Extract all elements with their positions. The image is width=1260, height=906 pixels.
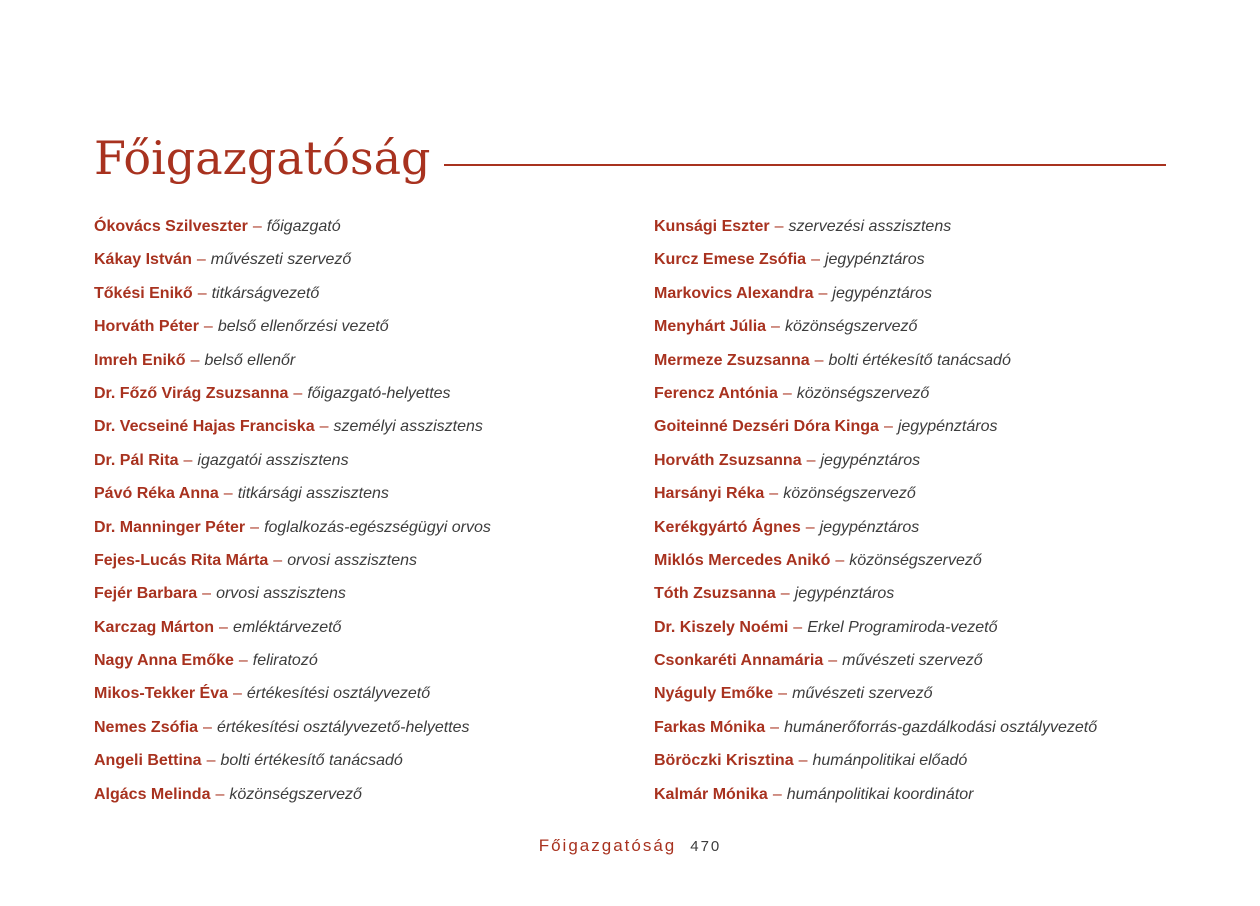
staff-entry [94, 412, 634, 445]
staff-role: főigazgató-helyettes [307, 384, 451, 402]
staff-entry [94, 679, 634, 712]
staff-name: Dr. Pál Rita [94, 451, 179, 469]
staff-role: értékesítési osztályvezető [246, 685, 431, 703]
staff-entry [654, 212, 1234, 245]
staff-role: Erkel Programiroda-vezető [807, 618, 998, 636]
staff-role: titkársági asszisztens [237, 485, 389, 503]
page-number: 470 [690, 838, 722, 855]
staff-role: bolti értékesítő tanácsadó [220, 752, 403, 770]
staff-role: belső ellenőrzési vezető [217, 318, 389, 336]
separator-dash: – [203, 718, 212, 736]
staff-name: Kalmár Mónika [654, 785, 768, 803]
separator-dash: – [250, 518, 260, 536]
separator-dash: – [772, 785, 782, 803]
staff-role: jegypénztáros [820, 451, 921, 469]
staff-name: Horváth Péter [94, 318, 199, 336]
staff-role: közönségszervező [796, 384, 930, 402]
staff-role: közönségszervező [784, 318, 918, 336]
separator-dash: – [215, 785, 225, 803]
staff-entry [94, 212, 634, 245]
staff-role: főigazgató [266, 218, 341, 235]
staff-list-left [94, 212, 634, 813]
staff-role: orvosi asszisztens [287, 551, 418, 569]
separator-dash: – [293, 384, 303, 402]
staff-role: feliratozó [252, 652, 318, 670]
staff-entry [94, 613, 634, 646]
staff-name: Ókovács Szilveszter [94, 218, 248, 235]
separator-dash: – [771, 318, 780, 336]
separator-dash: – [774, 218, 784, 235]
staff-entry [94, 780, 634, 813]
separator-dash: – [770, 718, 780, 736]
staff-role: belső ellenőr [204, 351, 296, 369]
staff-entry [94, 379, 634, 412]
staff-role: közönségszervező [783, 485, 916, 503]
staff-entry [94, 346, 634, 379]
staff-role: jegypénztáros [794, 585, 895, 603]
staff-entry [94, 546, 634, 579]
separator-dash: – [805, 518, 815, 536]
staff-entry [654, 646, 1234, 679]
staff-entry [94, 312, 634, 345]
staff-role: jegypénztáros [832, 284, 933, 302]
staff-entry [654, 412, 1234, 445]
staff-name: Kurcz Emese Zsófia [654, 251, 807, 269]
separator-dash: – [778, 685, 788, 703]
separator-dash: – [206, 752, 216, 770]
separator-dash: – [780, 585, 790, 603]
staff-name: Pávó Réka Anna [94, 485, 219, 503]
staff-role: humánpolitikai koordinátor [786, 785, 974, 803]
staff-name: Mermeze Zsuzsanna [654, 351, 810, 369]
staff-entry [654, 579, 1234, 612]
separator-dash: – [811, 251, 820, 269]
staff-name: Fejér Barbara [94, 585, 198, 603]
staff-role: értékesítési osztályvezető-helyettes [216, 718, 470, 736]
staff-role: humánerőforrás-gazdálkodási osztályvezető [784, 718, 1098, 736]
separator-dash: – [273, 551, 283, 569]
staff-role: foglalkozás-egészségügyi orvos [264, 518, 491, 536]
separator-dash: – [233, 685, 242, 703]
staff-role: jegypénztáros [824, 251, 925, 269]
staff-name: Imreh Enikő [94, 351, 186, 369]
staff-name: Kunsági Eszter [654, 218, 770, 235]
staff-role: jegypénztáros [897, 418, 998, 436]
staff-name: Goiteinné Dezséri Dóra Kinga [654, 418, 879, 436]
staff-name: Nemes Zsófia [94, 718, 199, 736]
staff-name: Menyhárt Júlia [654, 318, 767, 336]
separator-dash: – [252, 218, 262, 235]
staff-name: Tóth Zsuzsanna [654, 585, 776, 603]
staff-list-right [654, 212, 1234, 813]
page-footer [0, 836, 1260, 856]
staff-entry [94, 579, 634, 612]
staff-name: Kerékgyártó Ágnes [654, 518, 801, 536]
staff-name: Kákay István [94, 251, 192, 269]
staff-entry [654, 245, 1234, 278]
staff-entry [94, 279, 634, 312]
staff-role: orvosi asszisztens [216, 585, 346, 603]
staff-entry [654, 312, 1234, 345]
separator-dash: – [319, 418, 329, 436]
staff-name: Farkas Mónika [654, 718, 766, 736]
separator-dash: – [814, 351, 824, 369]
separator-dash: – [818, 284, 828, 302]
separator-dash: – [828, 652, 838, 670]
staff-name: Dr. Manninger Péter [94, 518, 246, 536]
separator-dash: – [197, 284, 207, 302]
page-title: Főigazgatóság [94, 131, 431, 185]
staff-name: Harsányi Réka [654, 485, 765, 503]
separator-dash: – [769, 485, 779, 503]
staff-entry [654, 446, 1234, 479]
staff-entry [94, 245, 634, 278]
separator-dash: – [782, 384, 792, 402]
staff-role: szervezési asszisztens [788, 218, 952, 235]
staff-entry [94, 646, 634, 679]
staff-name: Algács Melinda [94, 785, 211, 803]
staff-name: Horváth Zsuzsanna [654, 451, 802, 469]
separator-dash: – [798, 752, 808, 770]
staff-role: művészeti szervező [792, 685, 933, 703]
staff-entry [654, 780, 1234, 813]
staff-entry [654, 279, 1234, 312]
staff-role: igazgatói asszisztens [197, 451, 349, 469]
separator-dash: – [196, 251, 206, 269]
staff-name: Mikos-Tekker Éva [94, 685, 228, 703]
separator-dash: – [183, 451, 193, 469]
separator-dash: – [806, 451, 816, 469]
separator-dash: – [835, 551, 845, 569]
separator-dash: – [223, 485, 233, 503]
staff-name: Dr. Kiszely Noémi [654, 618, 789, 636]
staff-role: személyi asszisztens [333, 418, 483, 436]
staff-name: Csonkaréti Annamária [654, 652, 824, 670]
separator-dash: – [793, 618, 803, 636]
staff-entry [654, 479, 1234, 512]
separator-dash: – [202, 585, 212, 603]
staff-entry [94, 446, 634, 479]
staff-entry [654, 679, 1234, 712]
staff-role: művészeti szervező [842, 652, 983, 670]
title-divider [444, 164, 1166, 166]
staff-entry [94, 746, 634, 779]
staff-role: közönségszervező [229, 785, 362, 803]
staff-entry [94, 513, 634, 546]
separator-dash: – [190, 351, 200, 369]
separator-dash: – [238, 652, 248, 670]
staff-name: Karczag Márton [94, 618, 215, 636]
staff-name: Ferencz Antónia [654, 384, 778, 402]
staff-name: Böröczki Krisztina [654, 752, 794, 770]
staff-name: Fejes-Lucás Rita Márta [94, 551, 269, 569]
footer-section-label: Főigazgatóság [538, 836, 677, 855]
staff-name: Tőkési Enikő [94, 284, 193, 302]
separator-dash: – [219, 618, 228, 636]
staff-role: bolti értékesítő tanácsadó [828, 351, 1011, 369]
staff-role: jegypénztáros [819, 518, 920, 536]
staff-name: Markovics Alexandra [654, 284, 814, 302]
staff-name: Dr. Vecseiné Hajas Franciska [94, 418, 315, 436]
staff-role: titkárságvezető [211, 284, 320, 302]
staff-name: Nyáguly Emőke [654, 685, 774, 703]
separator-dash: – [203, 318, 213, 336]
staff-name: Angeli Bettina [94, 752, 202, 770]
staff-entry [94, 479, 634, 512]
staff-name: Dr. Főző Virág Zsuzsanna [94, 384, 289, 402]
staff-name: Miklós Mercedes Anikó [654, 551, 831, 569]
staff-entry [654, 613, 1234, 646]
staff-role: művészeti szervező [210, 251, 352, 269]
staff-role: emléktárvezető [232, 618, 342, 636]
separator-dash: – [883, 418, 893, 436]
staff-entry [654, 513, 1234, 546]
staff-entry [654, 379, 1234, 412]
staff-entry [94, 713, 634, 746]
staff-entry [654, 546, 1234, 579]
staff-entry [654, 713, 1234, 746]
staff-role: közönségszervező [849, 551, 982, 569]
staff-entry [654, 746, 1234, 779]
staff-entry [654, 346, 1234, 379]
section-header [94, 118, 1166, 188]
staff-name: Nagy Anna Emőke [94, 652, 234, 670]
staff-role: humánpolitikai előadó [812, 752, 968, 770]
